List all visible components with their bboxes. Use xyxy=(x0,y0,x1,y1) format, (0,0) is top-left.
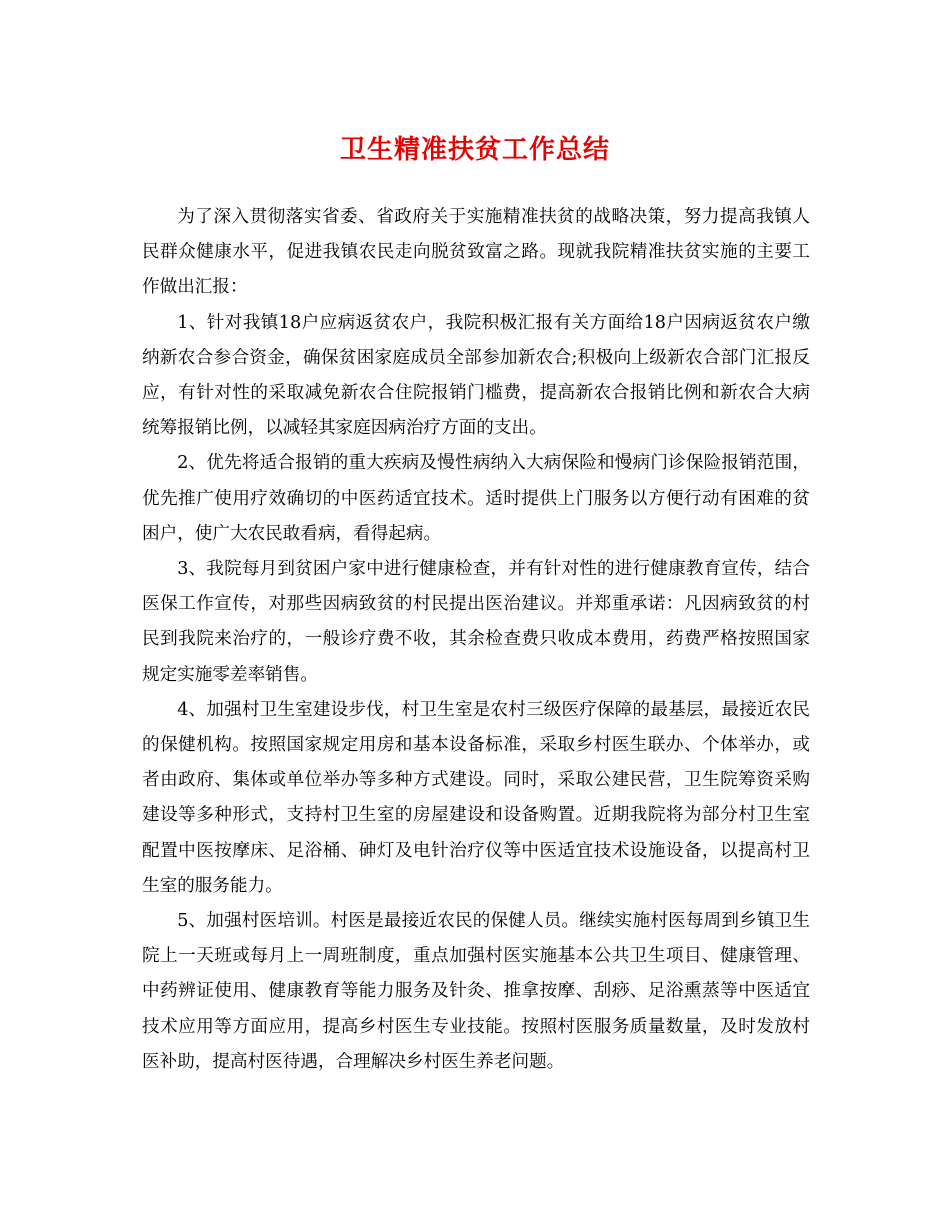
document-title: 卫生精准扶贫工作总结 xyxy=(339,135,610,165)
paragraph-1: 1、针对我镇18户应病返贫农户，我院积极汇报有关方面给18户因病返贫农户缴纳新农合参合资金，确保贫困家庭成员全部参加新农合;积极向上级新农合部门汇报反应，有针对性的采取减免新农合住院报销门槛费，提高新农合报销比例和新农合大病统筹报销比例，以减轻其家庭因病治疗方面的支出。 xyxy=(142,312,810,439)
paragraph-intro: 为了深入贯彻落实省委、省政府关于实施精准扶贫的战略决策，努力提高我镇人民群众健康水平，促进我镇农民走向脱贫致富之路。现就我院精准扶贫实施的主要工作做出汇报： xyxy=(142,207,810,298)
paragraph-2: 2、优先将适合报销的重大疾病及慢性病纳入大病保险和慢病门诊保险报销范围，优先推广使用疗效确切的中医药适宜技术。适时提供上门服务以方便行动有困难的贫困户，使广大农民敢看病，看得起病。 xyxy=(142,453,810,544)
paragraph-4: 4、加强村卫生室建设步伐，村卫生室是农村三级医疗保障的最基层，最接近农民的保健机构。按照国家规定用房和基本设备标准，采取乡村医生联办、个体举办，或者由政府、集体或单位举办等多种方式建设。同时，采取公建民营，卫生院筹资采购建设等多种形式，支持村卫生室的房屋建设和设备购置。近期我院将为部分村卫生室配置中医按摩床、足浴桶、砷灯及电针治疗仪等中医适宜技术设施设备，以提高村卫生室的服务能力。 xyxy=(142,699,810,896)
paragraph-3: 3、我院每月到贫困户家中进行健康检查，并有针对性的进行健康教育宣传，结合医保工作宣传，对那些因病致贫的村民提出医治建议。并郑重承诺：凡因病致贫的村民到我院来治疗的，一般诊疗费不收，其余检查费只收成本费用，药费严格按照国家规定实施零差率销售。 xyxy=(142,559,810,685)
paragraph-5: 5、加强村医培训。村医是最接近农民的保健人员。继续实施村医每周到乡镇卫生院上一天班或每月上一周班制度，重点加强村医实施基本公共卫生项目、健康管理、中药辨证使用、健康教育等能力服务及针灸、推拿按摩、刮痧、足浴熏蒸等中医适宜技术应用等方面应用，提高乡村医生专业技能。按照村医服务质量数量，及时发放村医补助，提高村医待遇，合理解决乡村医生养老问题。 xyxy=(142,911,810,1072)
document-body xyxy=(142,200,810,1080)
